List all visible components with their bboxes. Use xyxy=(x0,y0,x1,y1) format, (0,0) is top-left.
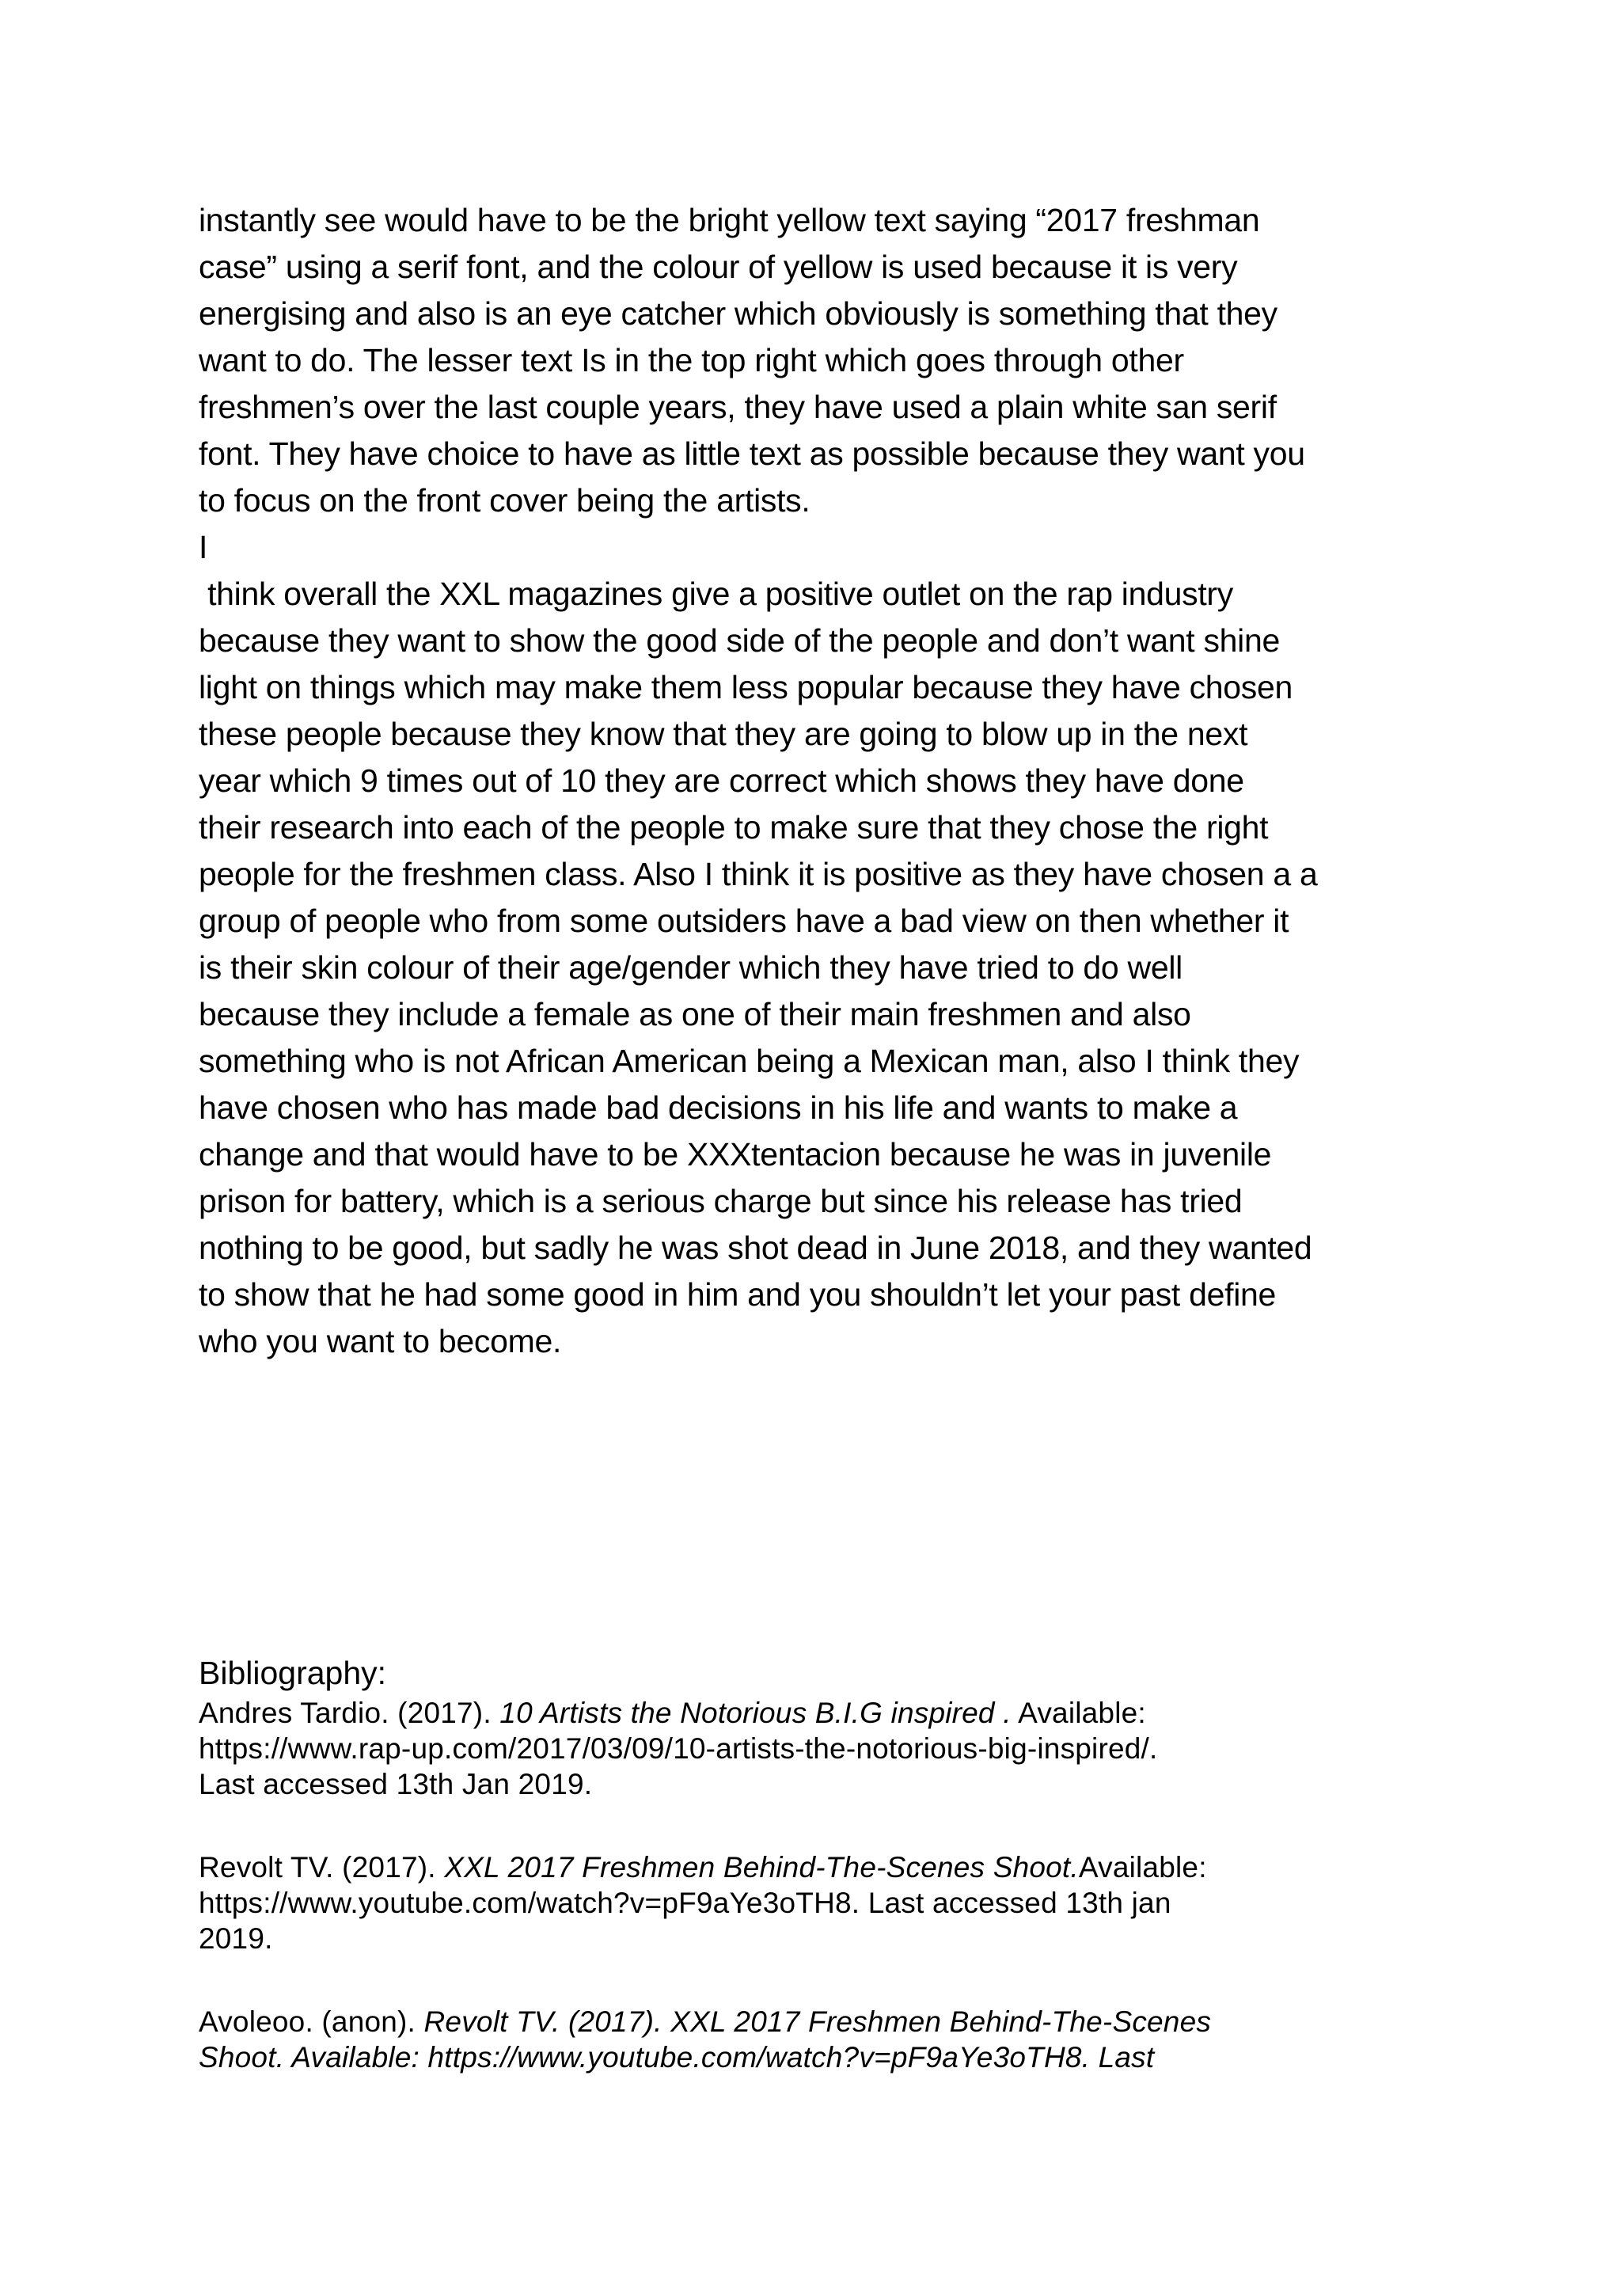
entry-available: Available: xyxy=(1011,1697,1146,1729)
essay-line: nothing to be good, but sadly he was shot dead in June 2018, and they wanted xyxy=(199,1230,1312,1266)
entry-author-year: Andres Tardio. (2017). xyxy=(199,1697,500,1729)
essay-line: something who is not African American being a Mexican man, also I think they xyxy=(199,1043,1300,1079)
essay-line: who you want to become. xyxy=(199,1323,562,1359)
entry-title: Revolt TV. (2017). XXL 2017 Freshmen Behind-The-Scenes xyxy=(423,2005,1212,2038)
essay-line: their research into each of the people to make sure that they chose the right xyxy=(199,809,1269,846)
bibliography-entry xyxy=(199,2004,1433,2075)
essay-line: is their skin colour of their age/gender which they have tried to do well xyxy=(199,949,1183,986)
essay-line: year which 9 times out of 10 they are correct which shows they have done xyxy=(199,762,1244,799)
entry-accessed: Last accessed 13th Jan 2019. xyxy=(199,1768,593,1800)
bibliography-entry-line xyxy=(199,1695,1433,1731)
essay-line: because they include a female as one of their main freshmen and also xyxy=(199,996,1191,1032)
essay-line: to focus on the front cover being the artists. xyxy=(199,482,810,519)
entry-accessed: 2019. xyxy=(199,1922,273,1955)
entry-title: XXL 2017 Freshmen Behind-The-Scenes Shoot. xyxy=(444,1851,1079,1884)
entry-continuation: Shoot. Available: https://www.youtube.com/watch?v=pF9aYe3oTH8. Last xyxy=(199,2041,1155,2074)
bibliography-heading: Bibliography: xyxy=(199,1655,387,1691)
bibliography-entry xyxy=(199,1695,1433,1802)
essay-line: font. They have choice to have as little text as possible because they want you xyxy=(199,435,1305,472)
essay-line: to show that he had some good in him and you shouldn’t let your past define xyxy=(199,1276,1277,1313)
essay-line: prison for battery, which is a serious charge but since his release has tried xyxy=(199,1183,1243,1219)
entry-author-year: Avoleoo. (anon). xyxy=(199,2005,424,2038)
bibliography-entry-line xyxy=(199,2004,1433,2039)
entry-author-year: Revolt TV. (2017). xyxy=(199,1851,445,1884)
essay-line: people for the freshmen class. Also I think it is positive as they have chosen a a xyxy=(199,856,1318,892)
essay-line: freshmen’s over the last couple years, they have used a plain white san serif xyxy=(199,389,1277,425)
entry-title: 10 Artists the Notorious B.I.G inspired . xyxy=(499,1697,1012,1729)
essay-line: instantly see would have to be the bright yellow text saying “2017 freshman xyxy=(199,202,1260,238)
entry-available: Available: xyxy=(1078,1851,1207,1884)
bibliography-entry xyxy=(199,1849,1433,1956)
essay-line: I xyxy=(199,529,208,565)
essay-body xyxy=(199,197,1433,1365)
bibliography xyxy=(199,1651,1433,2075)
essay-line: light on things which may make them less popular because they have chosen xyxy=(199,669,1293,705)
essay-line: energising and also is an eye catcher which obviously is something that they xyxy=(199,295,1277,332)
essay-line: group of people who from some outsiders have a bad view on then whether it xyxy=(199,903,1289,939)
essay-line: want to do. The lesser text Is in the top right which goes through other xyxy=(199,342,1184,378)
essay-line: case” using a serif font, and the colour of yellow is used because it is very xyxy=(199,249,1238,285)
essay-line: these people because they know that they are going to blow up in the next xyxy=(199,716,1248,752)
essay-line: have chosen who has made bad decisions in his life and wants to make a xyxy=(199,1089,1238,1126)
essay-line: think overall the XXL magazines give a positive outlet on the rap industry xyxy=(199,576,1233,612)
entry-url: https://www.youtube.com/watch?v=pF9aYe3oTH8. Last accessed 13th jan xyxy=(199,1887,1171,1919)
essay-line: because they want to show the good side of the people and don’t want shine xyxy=(199,622,1280,659)
entry-url: https://www.rap-up.com/2017/03/09/10-artists-the-notorious-big-inspired/. xyxy=(199,1732,1158,1765)
bibliography-entry-line xyxy=(199,1849,1433,1885)
essay-line: change and that would have to be XXXtentacion because he was in juvenile xyxy=(199,1136,1272,1173)
